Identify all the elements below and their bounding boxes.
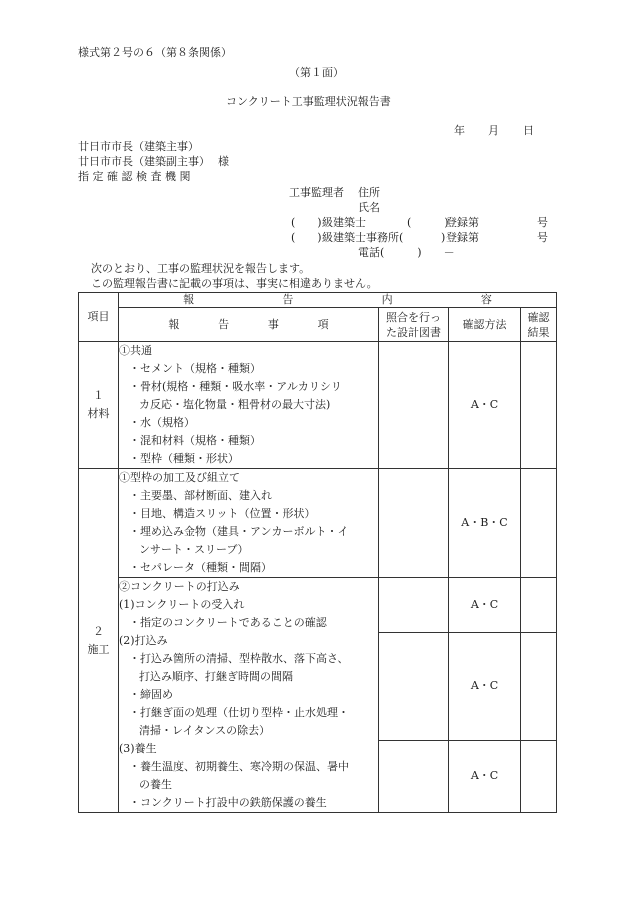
list-item: ・骨材(規格・種類・吸水率・アルカリシリ bbox=[129, 380, 342, 393]
curing-content bbox=[119, 740, 379, 813]
report-content-header bbox=[119, 293, 557, 308]
list-item: ・水（規格） bbox=[129, 416, 195, 429]
architect-kind: 級建築士 bbox=[322, 216, 366, 229]
result-cell[interactable] bbox=[521, 578, 557, 633]
date-year: 年 bbox=[454, 124, 465, 137]
method-cell: A・C bbox=[449, 342, 521, 469]
list-item: ・混和材料（規格・種類） bbox=[129, 434, 261, 447]
report-items-char: 項 bbox=[317, 317, 329, 331]
method-cell: A・B・C bbox=[449, 469, 521, 578]
design-doc-cell[interactable] bbox=[379, 469, 449, 578]
list-item: ・養生温度、初期養生、寒冷期の保温、暑中 bbox=[129, 760, 349, 773]
report-items-char: 告 bbox=[218, 317, 230, 331]
statement-line2: この監理報告書に記載の事項は、事実に相違ありません。 bbox=[91, 277, 378, 290]
supervisor-address-label: 住所 bbox=[358, 186, 380, 199]
phone-label: 電話( ) － bbox=[358, 246, 455, 259]
design-doc-cell[interactable] bbox=[379, 740, 449, 813]
office-number-suffix: 号 bbox=[537, 231, 548, 244]
office-reg-paren: ) bbox=[408, 231, 446, 244]
method-header: 確認方法 bbox=[449, 308, 521, 342]
list-item: の養生 bbox=[139, 778, 172, 791]
report-table bbox=[78, 292, 557, 813]
report-content-char: 内 bbox=[381, 293, 393, 306]
item-name: 施工 bbox=[87, 642, 110, 656]
list-item: (1)コンクリートの受入れ bbox=[119, 598, 245, 611]
supervisor-name-label: 氏名 bbox=[358, 201, 380, 214]
page-indicator: （第１面） bbox=[289, 66, 344, 79]
document-title: コンクリート工事監理状況報告書 bbox=[226, 95, 391, 108]
date-day: 日 bbox=[523, 124, 534, 137]
item-name: 材料 bbox=[87, 407, 110, 420]
architect-grade-paren: ( ) bbox=[291, 216, 322, 229]
supervisor-label: 工事監理者 bbox=[289, 186, 344, 199]
architect-number-suffix: 号 bbox=[537, 216, 548, 229]
list-item: ①型枠の加工及び組立て bbox=[119, 471, 240, 484]
list-item: ・コンクリート打設中の鉄筋保護の養生 bbox=[129, 796, 327, 809]
list-item: ・セメント（規格・種類） bbox=[129, 362, 261, 375]
office-grade-paren: ( ) bbox=[291, 231, 322, 244]
list-item: (2)打込み bbox=[119, 634, 168, 647]
architect-reg-paren: ( ) bbox=[407, 216, 449, 229]
concrete-receiving-content bbox=[119, 578, 379, 633]
method-cell: A・C bbox=[449, 632, 521, 740]
addressee-honorific: 様 bbox=[218, 155, 229, 168]
materials-content bbox=[119, 342, 379, 469]
report-items-char: 事 bbox=[267, 317, 279, 331]
list-item: ・主要墨、部材断面、建入れ bbox=[129, 489, 272, 502]
office-reg-label: 登録第 bbox=[446, 231, 479, 244]
method-cell: A・C bbox=[449, 578, 521, 633]
result-cell[interactable] bbox=[521, 632, 557, 740]
list-item: ・打継ぎ面の処理（仕切り型枠・止水処理・ bbox=[129, 706, 349, 719]
formwork-content bbox=[119, 469, 379, 578]
design-doc-header bbox=[379, 308, 449, 342]
report-content-char: 容 bbox=[480, 293, 492, 306]
result-cell[interactable] bbox=[521, 342, 557, 469]
date-month: 月 bbox=[488, 124, 499, 137]
list-item: ①共通 bbox=[119, 344, 152, 357]
result-cell[interactable] bbox=[521, 469, 557, 578]
result-cell[interactable] bbox=[521, 740, 557, 813]
placing-content bbox=[119, 632, 379, 740]
list-item: カ反応・塩化物量・粗骨材の最大寸法) bbox=[139, 398, 331, 411]
item-materials bbox=[79, 342, 119, 469]
list-item: ・締固め bbox=[129, 688, 173, 701]
list-item: ②コンクリートの打込み bbox=[119, 580, 240, 593]
report-items-char: 報 bbox=[168, 317, 180, 331]
design-doc-cell[interactable] bbox=[379, 632, 449, 740]
architect-reg-label: 登録第 bbox=[446, 216, 479, 229]
result-header-line: 結果 bbox=[527, 325, 550, 339]
list-item: ・打込み箇所の清掃、型枠散水、落下高さ、 bbox=[129, 652, 349, 665]
list-item: ・指定のコンクリートであることの確認 bbox=[129, 616, 327, 629]
list-item: ・埋め込み金物（建具・アンカーボルト・イ bbox=[129, 525, 349, 538]
statement-line1: 次のとおり、工事の監理状況を報告します。 bbox=[91, 262, 311, 275]
list-item: ・目地、構造スリット（位置・形状） bbox=[129, 507, 316, 520]
addressee-line3: 指 定 確 認 検 査 機 関 bbox=[78, 170, 191, 183]
result-header-line: 確認 bbox=[527, 310, 550, 324]
addressee-line1: 廿日市市長（建築主事） bbox=[78, 140, 199, 153]
list-item: (3)養生 bbox=[119, 742, 157, 755]
design-doc-header-line: 照合を行っ bbox=[386, 310, 441, 324]
item-number: ２ bbox=[93, 624, 104, 638]
design-doc-cell[interactable] bbox=[379, 578, 449, 633]
list-item: 打込み順序、打継ぎ時間の間隔 bbox=[139, 670, 293, 683]
list-item: ンサート・スリーブ） bbox=[139, 543, 249, 556]
report-content-char: 報 bbox=[183, 293, 195, 306]
col-item-header: 項目 bbox=[79, 293, 119, 342]
design-doc-header-line: た設計図書 bbox=[386, 325, 441, 339]
list-item: 清掃・レイタンスの除去） bbox=[139, 724, 271, 737]
list-item: ・型枠（種類・形状） bbox=[129, 452, 239, 465]
form-number: 様式第２号の６（第８条関係） bbox=[78, 46, 232, 59]
report-content-char: 告 bbox=[282, 293, 294, 306]
office-kind: 級建築士事務所( bbox=[322, 231, 404, 244]
item-number: １ bbox=[93, 389, 104, 402]
addressee-line2: 廿日市市長（建築副主事） bbox=[78, 155, 210, 168]
item-construction bbox=[79, 469, 119, 813]
design-doc-cell[interactable] bbox=[379, 342, 449, 469]
report-items-header bbox=[119, 308, 379, 342]
method-cell: A・C bbox=[449, 740, 521, 813]
list-item: ・セパレータ（種類・間隔） bbox=[129, 561, 272, 574]
result-header bbox=[521, 308, 557, 342]
